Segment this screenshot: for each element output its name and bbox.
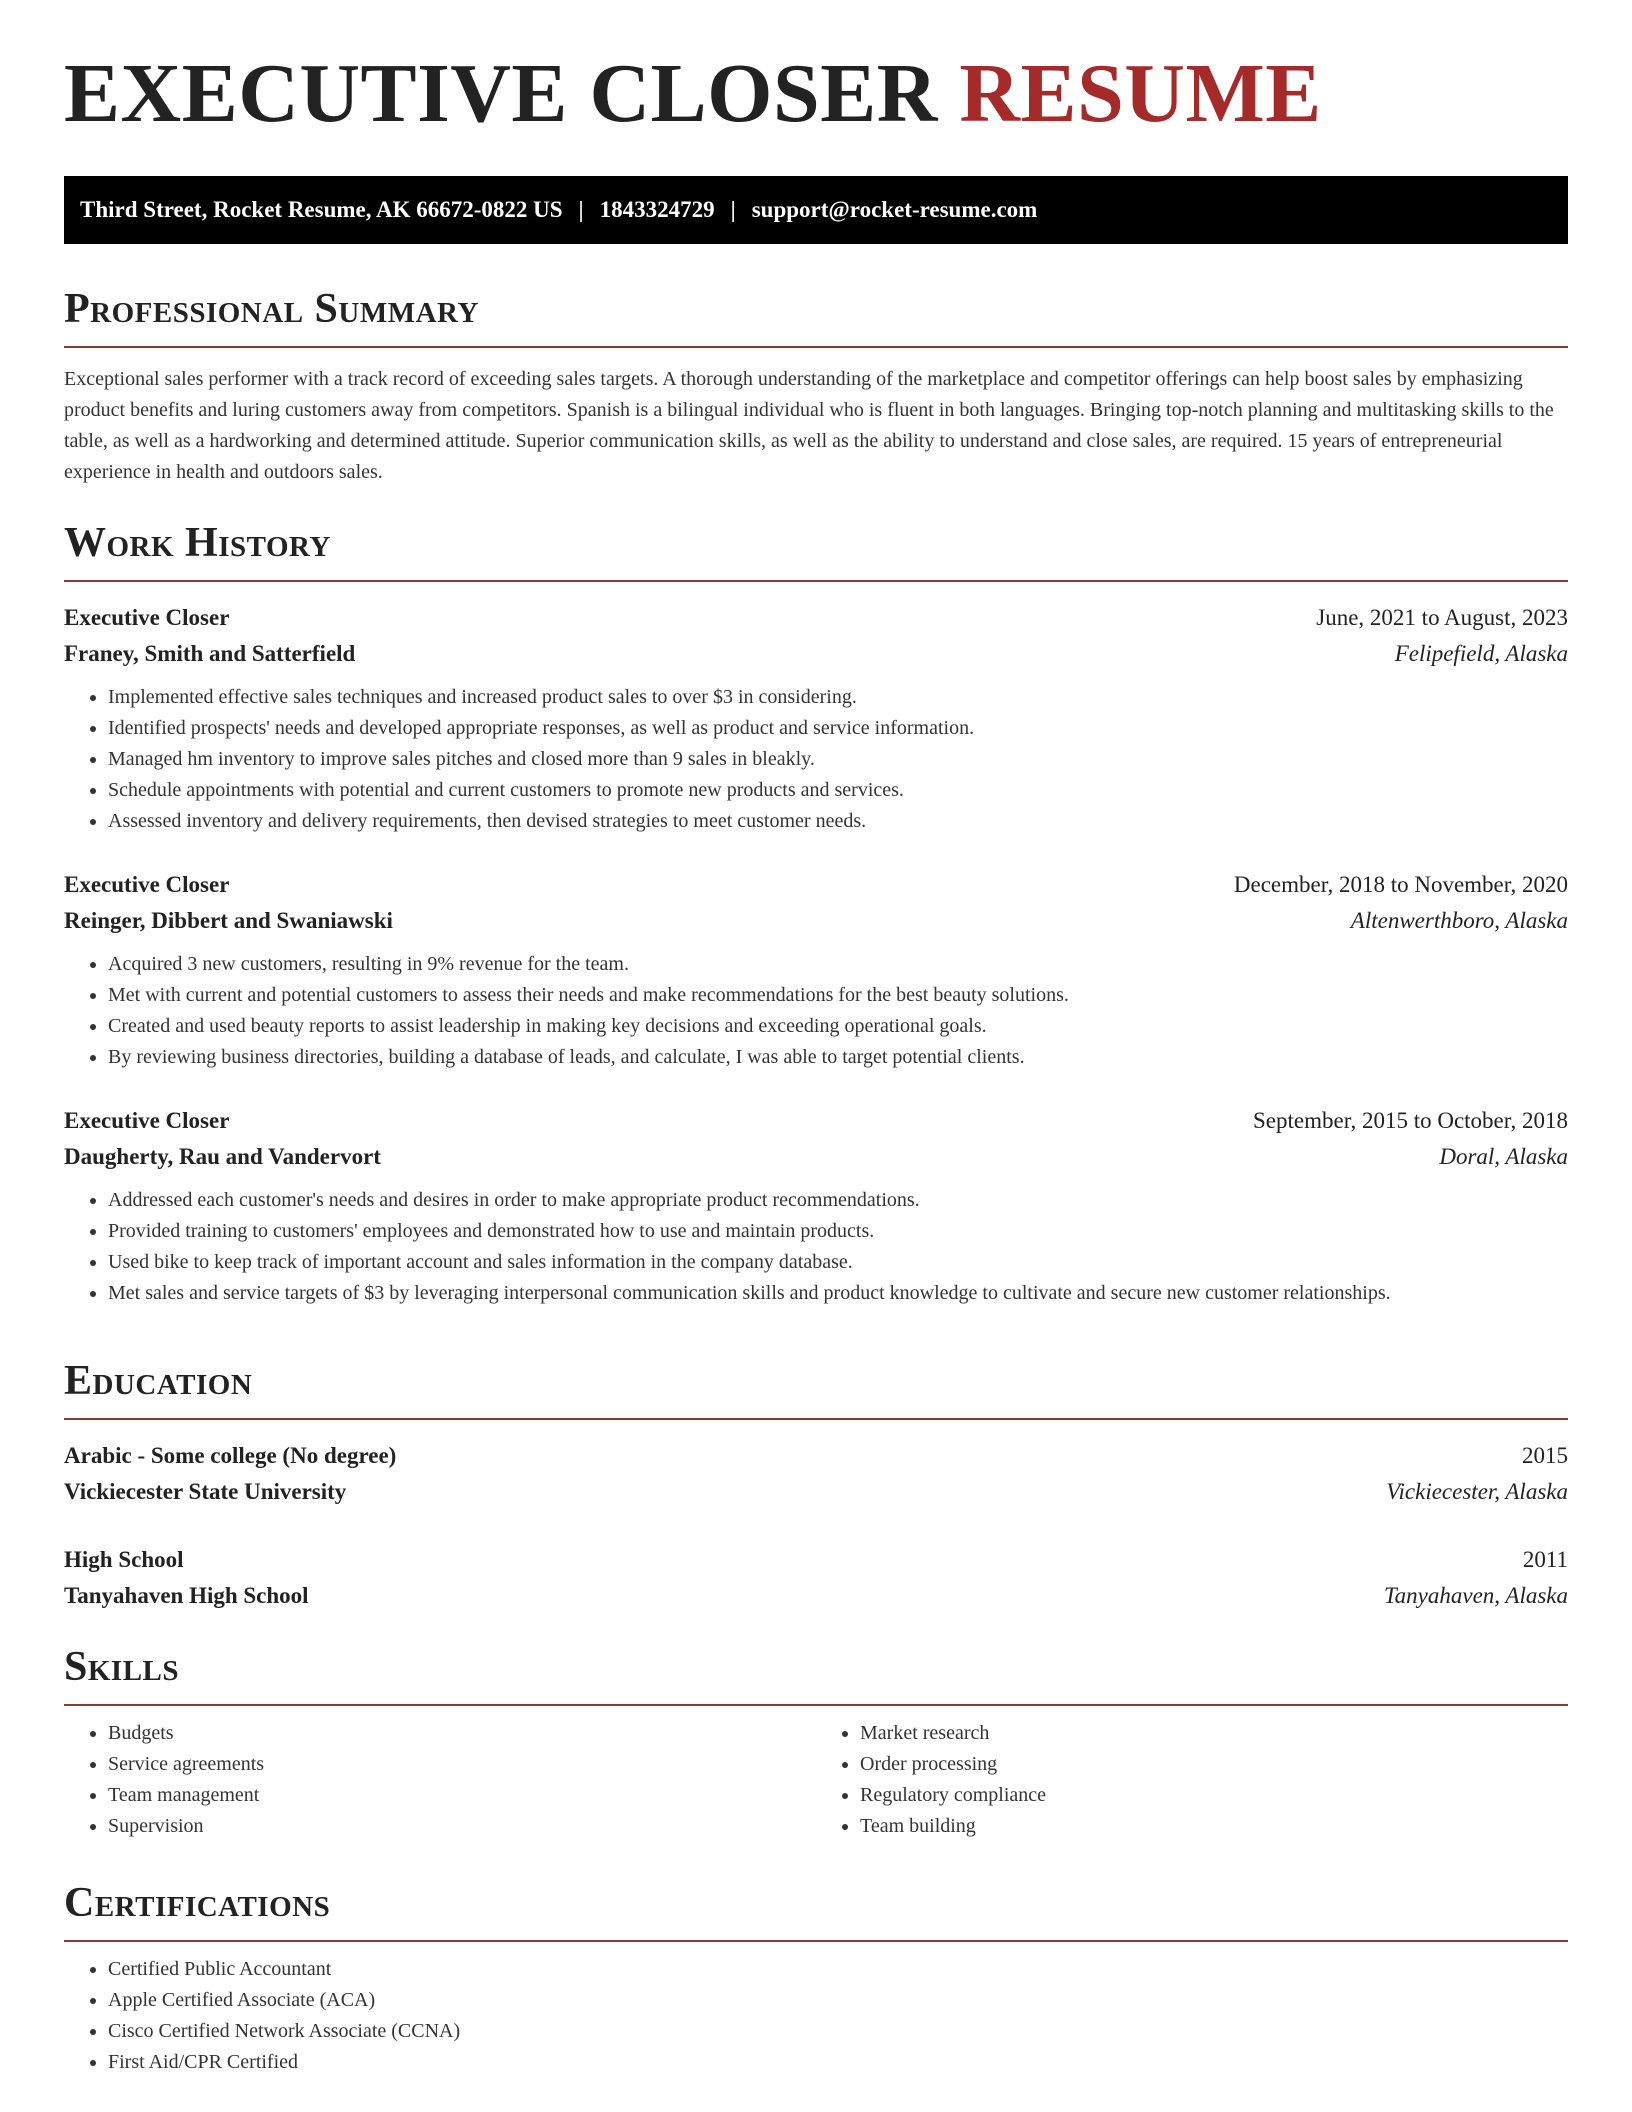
work-history-section bbox=[64, 522, 1568, 1309]
job-dates: June, 2021 to August, 2023 bbox=[1316, 605, 1568, 630]
job-bullet: • Met sales and service targets of $3 by leveraging interpersonal communication skills and product knowledge to cultivate and secure new customer relationships. bbox=[108, 1278, 1568, 1309]
job-dates: September, 2015 to October, 2018 bbox=[1253, 1108, 1568, 1133]
education-year: 2015 bbox=[1522, 1443, 1568, 1468]
certifications-list bbox=[64, 1954, 1568, 2078]
certifications-heading: Certifications bbox=[64, 1882, 1568, 1942]
job-company: Reinger, Dibbert and Swaniawski bbox=[64, 908, 393, 933]
skill-item: • Market research bbox=[860, 1718, 1568, 1749]
job-bullet: • Addressed each customer's needs and desires in order to make appropriate product recommendations. bbox=[108, 1185, 1568, 1216]
job-bullet: • Used bike to keep track of important account and sales information in the company database. bbox=[108, 1247, 1568, 1278]
summary-text: Exceptional sales performer with a track record of exceeding sales targets. A thorough understanding of the marketplace and competitor offerings can help boost sales by emphasizing product benefits and luring customers away from competitors. Spanish is a bilingual individual who is fluent in both languages. Bringing top-notch planning and multitasking skills to the table, as well as a hardworking and determined attitude. Superior communication skills, as well as the ability to understand and close sales, are required. 15 years of entrepreneurial experience in health and outdoors sales. bbox=[64, 368, 1554, 483]
skill-item: • Team building bbox=[860, 1811, 1568, 1842]
job-bullet: • Schedule appointments with potential and current customers to promote new products and services. bbox=[108, 775, 1568, 806]
job-location: Doral, Alaska bbox=[1439, 1144, 1568, 1169]
job-title: Executive Closer bbox=[64, 605, 230, 630]
skill-item: • Supervision bbox=[108, 1811, 816, 1842]
job-bullets bbox=[64, 1185, 1568, 1309]
contact-separator: | bbox=[730, 197, 736, 222]
skill-item: • Budgets bbox=[108, 1718, 816, 1749]
summary-heading: Professional Summary bbox=[64, 288, 1568, 348]
skills-list-left bbox=[64, 1718, 816, 1842]
job-bullet: • Acquired 3 new customers, resulting in 9% revenue for the team. bbox=[108, 949, 1568, 980]
title-accent: RESUME bbox=[959, 47, 1322, 140]
job-location: Altenwerthboro, Alaska bbox=[1350, 908, 1568, 933]
title-main: EXECUTIVE CLOSER bbox=[64, 47, 938, 140]
job-entry bbox=[64, 600, 1568, 837]
contact-email: support@rocket-resume.com bbox=[751, 197, 1038, 222]
certification-item: • First Aid/CPR Certified bbox=[108, 2047, 1568, 2078]
contact-separator: | bbox=[578, 197, 584, 222]
skill-item: • Order processing bbox=[860, 1749, 1568, 1780]
job-bullet: • Met with current and potential customers to assess their needs and make recommendations for the best beauty solutions. bbox=[108, 980, 1568, 1011]
job-bullet: • By reviewing business directories, building a database of leads, and calculate, I was able to target potential clients. bbox=[108, 1042, 1568, 1073]
education-section bbox=[64, 1360, 1568, 1614]
job-dates: December, 2018 to November, 2020 bbox=[1233, 872, 1568, 897]
job-company: Franey, Smith and Satterfield bbox=[64, 641, 356, 666]
certifications-section bbox=[64, 1882, 1568, 2078]
job-company: Daugherty, Rau and Vandervort bbox=[64, 1144, 381, 1169]
certification-item: • Apple Certified Associate (ACA) bbox=[108, 1985, 1568, 2016]
work-history-heading: Work History bbox=[64, 522, 1568, 582]
education-entry bbox=[64, 1542, 1568, 1614]
education-degree: Arabic - Some college (No degree) bbox=[64, 1443, 397, 1468]
education-heading: Education bbox=[64, 1360, 1568, 1420]
job-bullet: • Implemented effective sales techniques and increased product sales to over $3 in considering. bbox=[108, 682, 1568, 713]
skills-list-right bbox=[816, 1718, 1568, 1842]
certification-item: • Cisco Certified Network Associate (CCNA) bbox=[108, 2016, 1568, 2047]
contact-address: Third Street, Rocket Resume, AK 66672-0822 US bbox=[80, 197, 563, 222]
education-school: Vickiecester State University bbox=[64, 1479, 347, 1504]
contact-phone: 1843324729 bbox=[599, 197, 715, 222]
skill-item: • Service agreements bbox=[108, 1749, 816, 1780]
job-entry bbox=[64, 867, 1568, 1073]
resume-title bbox=[64, 47, 1322, 140]
certification-item: • Certified Public Accountant bbox=[108, 1954, 1568, 1985]
job-bullet: • Created and used beauty reports to assist leadership in making key decisions and exceeding operational goals. bbox=[108, 1011, 1568, 1042]
job-title: Executive Closer bbox=[64, 872, 230, 897]
job-bullets bbox=[64, 949, 1568, 1073]
contact-bar bbox=[64, 176, 1568, 244]
education-year: 2011 bbox=[1522, 1547, 1568, 1572]
job-bullet: • Identified prospects' needs and developed appropriate responses, as well as product and service information. bbox=[108, 713, 1568, 744]
skill-item: • Regulatory compliance bbox=[860, 1780, 1568, 1811]
job-location: Felipefield, Alaska bbox=[1394, 641, 1568, 666]
skills-section bbox=[64, 1646, 1568, 1842]
skills-columns bbox=[64, 1718, 1568, 1842]
job-bullets bbox=[64, 682, 1568, 837]
education-entry bbox=[64, 1438, 1568, 1510]
education-degree: High School bbox=[64, 1547, 184, 1572]
skill-item: • Team management bbox=[108, 1780, 816, 1811]
education-location: Tanyahaven, Alaska bbox=[1384, 1583, 1568, 1608]
skills-heading: Skills bbox=[64, 1646, 1568, 1706]
education-location: Vickiecester, Alaska bbox=[1386, 1479, 1568, 1504]
job-bullet: • Assessed inventory and delivery requirements, then devised strategies to meet customer needs. bbox=[108, 806, 1568, 837]
job-entry bbox=[64, 1103, 1568, 1309]
job-title: Executive Closer bbox=[64, 1108, 230, 1133]
summary-section bbox=[64, 288, 1568, 488]
job-bullet: • Provided training to customers' employees and demonstrated how to use and maintain products. bbox=[108, 1216, 1568, 1247]
job-bullet: • Managed hm inventory to improve sales pitches and closed more than 9 sales in bleakly. bbox=[108, 744, 1568, 775]
education-school: Tanyahaven High School bbox=[64, 1583, 309, 1608]
